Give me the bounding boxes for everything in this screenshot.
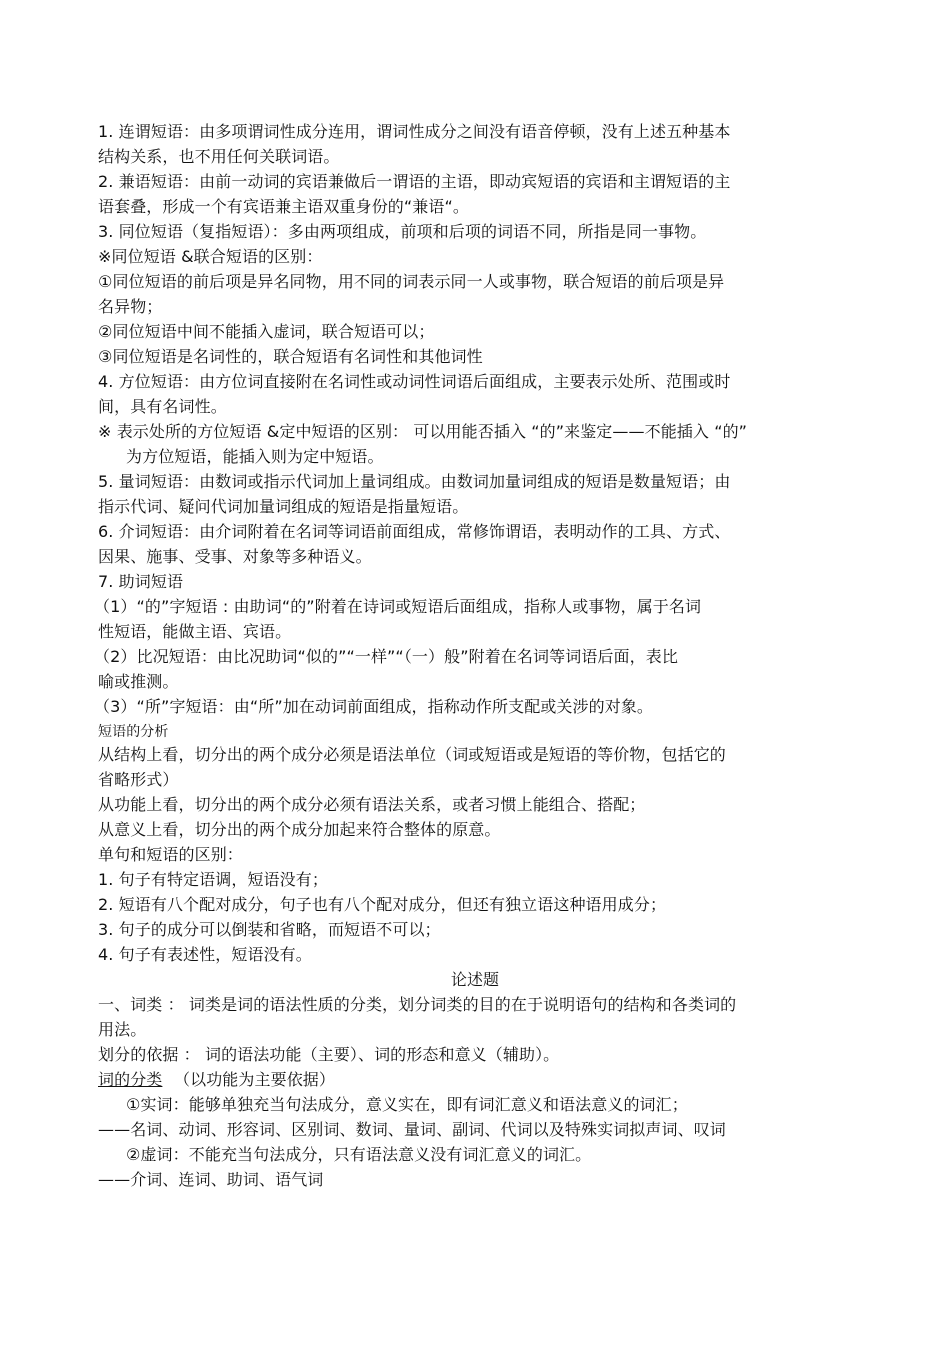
text-line: 1. 连谓短语：由多项谓词性成分连用，谓词性成分之间没有语音停顿，没有上述五种基本 <box>98 122 731 141</box>
text-line: （以功能为主要依据） <box>174 1070 336 1089</box>
text-line: 指示代词、疑问代词加量词组成的短语是指量短语。 <box>98 497 469 516</box>
text-line: 3. 同位短语（复指短语）：多由两项组成，前项和后项的词语不同，所指是同一事物。 <box>98 222 707 241</box>
text-line: ③同位短语是名词性的，联合短语有名词性和其他词性 <box>98 347 483 366</box>
text-line: 喻或推测。 <box>98 672 179 691</box>
text-line: 单句和短语的区别： <box>98 845 243 864</box>
text-line: 7. 助词短语 <box>98 572 184 591</box>
text-line: 6. 介词短语：由介词附着在名词等词语前面组成，常修饰谓语，表明动作的工具、方式、 <box>98 522 731 541</box>
text-line: （3）“所”字短语：由“所”加在动词前面组成，指称动作所支配或关涉的对象。 <box>94 697 654 716</box>
text-line: 名异物； <box>98 297 163 316</box>
text-line: 划分的依据 ： 词的语法功能（主要）、词的形态和意义（辅助）。 <box>98 1045 560 1064</box>
text-line: 从结构上看，切分出的两个成分必须是语法单位（词或短语或是短语的等价物，包括它的 <box>98 745 726 764</box>
section-heading: 短语的分析 <box>98 724 169 740</box>
text-line: ※ 表示处所的方位短语 &定中短语的区别： 可以用能否插入 “的”来鉴定——不能插入 “的” <box>98 422 748 441</box>
text-line: 4. 句子有表述性，短语没有。 <box>98 945 312 964</box>
text-line: 性短语，能做主语、宾语。 <box>98 622 292 641</box>
text-line: 从功能上看，切分出的两个成分必须有语法关系，或者习惯上能组合、搭配； <box>98 795 646 814</box>
text-line: 一、词类 ： 词类是词的语法性质的分类，划分词类的目的在于说明语句的结构和各类词的 <box>98 995 737 1014</box>
text-line: 2. 短语有八个配对成分，句子也有八个配对成分，但还有独立语这种语用成分； <box>98 895 667 914</box>
text-line: 语套叠，形成一个有宾语兼主语双重身份的“兼语“。 <box>98 197 469 216</box>
text-line: 间，具有名词性。 <box>98 397 227 416</box>
text-line: 3. 句子的成分可以倒装和省略，而短语不可以； <box>98 920 441 939</box>
text-line: （1）“的”字短语 : 由助词“的”附着在诗词或短语后面组成，指称人或事物，属于名词 <box>94 597 702 616</box>
text-line: 用法。 <box>98 1020 147 1039</box>
text-line: 4. 方位短语：由方位词直接附在名词性或动词性词语后面组成，主要表示处所、范围或时 <box>98 372 731 391</box>
text-line: ②同位短语中间不能插入虚词，联合短语可以； <box>98 322 435 341</box>
text-line: （2）比况短语：由比况助词“似的”“一样”“（一）般”附着在名词等词语后面，表比 <box>94 647 678 666</box>
text-line: 省略形式） <box>98 770 179 789</box>
text-line: 结构关系，也不用任何关联词语。 <box>98 147 340 166</box>
text-line: 从意义上看，切分出的两个成分加起来符合整体的原意。 <box>98 820 501 839</box>
text-line: 1. 句子有特定语调，短语没有； <box>98 870 328 889</box>
text-line: 5. 量词短语：由数词或指示代词加上量词组成。由数词加量词组成的短语是数量短语；由 <box>98 472 731 491</box>
text-line: 2. 兼语短语：由前一动词的宾语兼做后一谓语的主语，即动宾短语的宾语和主谓短语的主 <box>98 172 731 191</box>
text-line: ①实词：能够单独充当句法成分，意义实在，即有词汇意义和语法意义的词汇； <box>126 1095 688 1114</box>
section-title: 论述题 <box>450 970 500 989</box>
underlined-heading: 词的分类 <box>98 1070 163 1089</box>
text-line: ※同位短语 &联合短语的区别： <box>98 247 323 266</box>
text-line: ——名词、动词、形容词、区别词、数词、量词、副词、代词以及特殊实词拟声词、叹词 <box>98 1120 726 1139</box>
text-line: 为方位短语，能插入则为定中短语。 <box>126 447 384 466</box>
text-line: ①同位短语的前后项是异名同物，用不同的词表示同一人或事物，联合短语的前后项是异 <box>98 272 725 291</box>
text-line: ②虚词：不能充当句法成分，只有语法意义没有词汇意义的词汇。 <box>126 1145 592 1164</box>
text-line: 因果、施事、受事、对象等多种语义。 <box>98 547 372 566</box>
text-line: ——介词、连词、助词、语气词 <box>98 1170 324 1189</box>
